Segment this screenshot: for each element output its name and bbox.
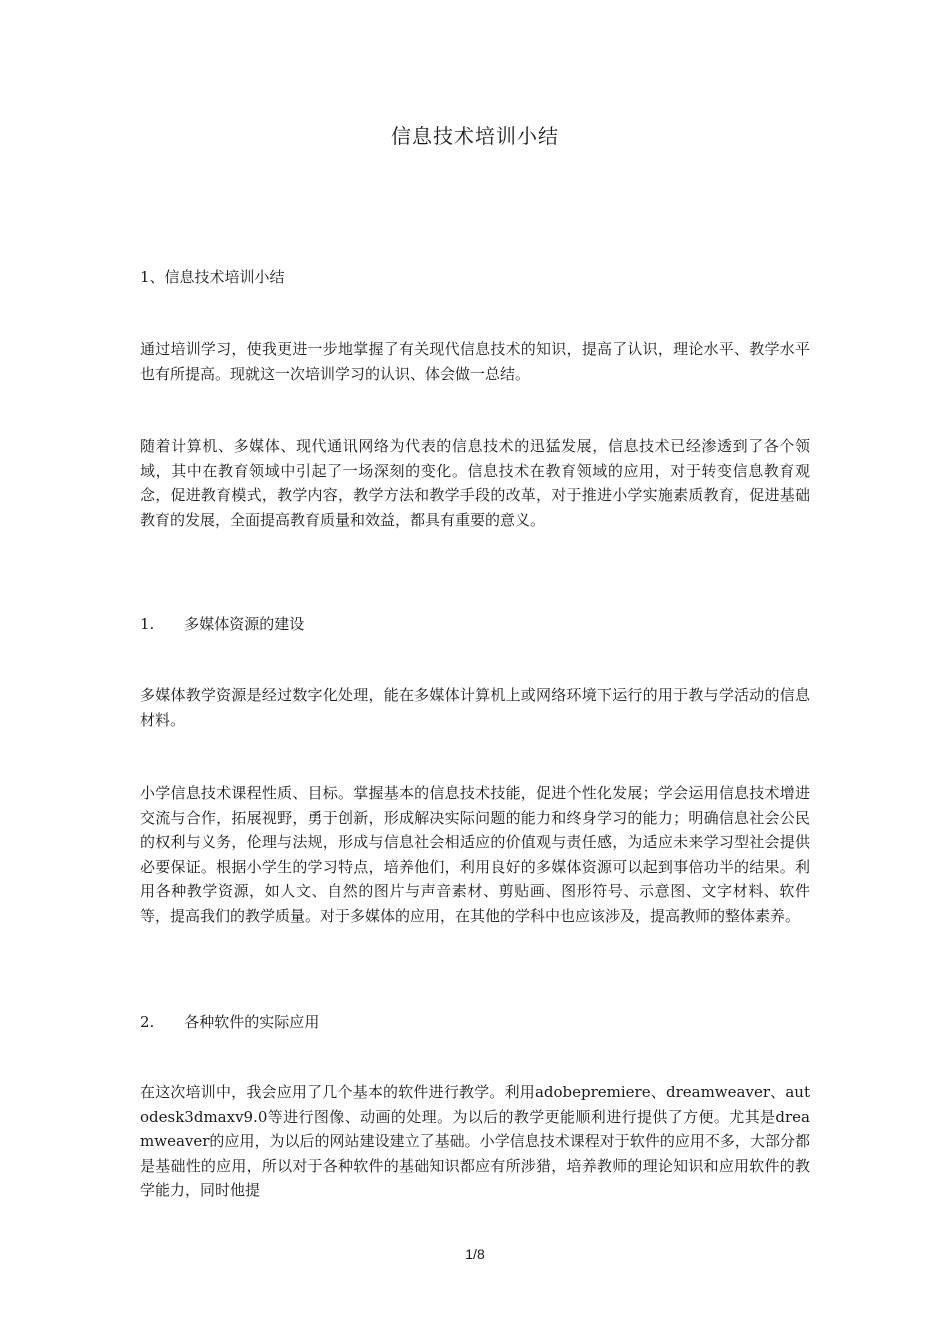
subheading-software: 2. 各种软件的实际应用 — [140, 1013, 320, 1031]
section-heading: 1、信息技术培训小结 — [140, 268, 285, 286]
paragraph-multimedia-definition: 多媒体教学资源是经过数字化处理，能在多媒体计算机上或网络环境下运行的用于教与学活动的信息材料。 — [140, 686, 810, 729]
document-title: 信息技术培训小结 — [391, 124, 559, 148]
paragraph-background: 随着计算机、多媒体、现代通讯网络为代表的信息技术的迅猛发展，信息技术已经渗透到了各个领域，其中在教育领域中引起了一场深刻的变化。信息技术在教育领域的应用，对于转变信息教育观念，促进教育模式，教学内容，教学方法和教学手段的改革，对于推进小学实施素质教育，促进基础教育的发展，全面提高教育质量和效益，都具有重要的意义。 — [140, 437, 810, 529]
page-number: 1/8 — [465, 1246, 485, 1262]
subheading-multimedia: 1. 多媒体资源的建设 — [140, 615, 305, 633]
paragraph-software-usage: 在这次培训中，我会应用了几个基本的软件进行教学。利用adobepremiere、dreamweaver、autodesk3dmaxv9.0等进行图像、动画的处理。为以后的教学更能顺利进行提供了方便。尤其是dreamweaver的应用，为以后的网站建设建立了基础。小学信息技术课程对于软件的应用不多，大部分都是基础性的应用，所以对于各种软件的基础知识都应有所涉猎，培养教师的理论知识和应用软件的教学能力，同时他提 — [140, 1083, 810, 1199]
paragraph-intro: 通过培训学习，使我更进一步地掌握了有关现代信息技术的知识，提高了认识，理论水平、教学水平也有所提高。现就这一次培训学习的认识、体会做一总结。 — [140, 340, 810, 383]
paragraph-course-goals: 小学信息技术课程性质、目标。掌握基本的信息技术技能，促进个性化发展；学会运用信息技术增进交流与合作，拓展视野，勇于创新，形成解决实际问题的能力和终身学习的能力；明确信息社会公民的权利与义务，伦理与法规，形成与信息社会相适应的价值观与责任感，为适应未来学习型社会提供必要保证。根据小学生的学习特点，培养他们，利用良好的多媒体资源可以起到事倍功半的结果。利用各种教学资源，如人文、自然的图片与声音素材、剪贴画、图形符号、示意图、文字材料、软件等，提高我们的教学质量。对于多媒体的应用，在其他的学科中也应该涉及，提高教师的整体素养。 — [140, 784, 810, 925]
